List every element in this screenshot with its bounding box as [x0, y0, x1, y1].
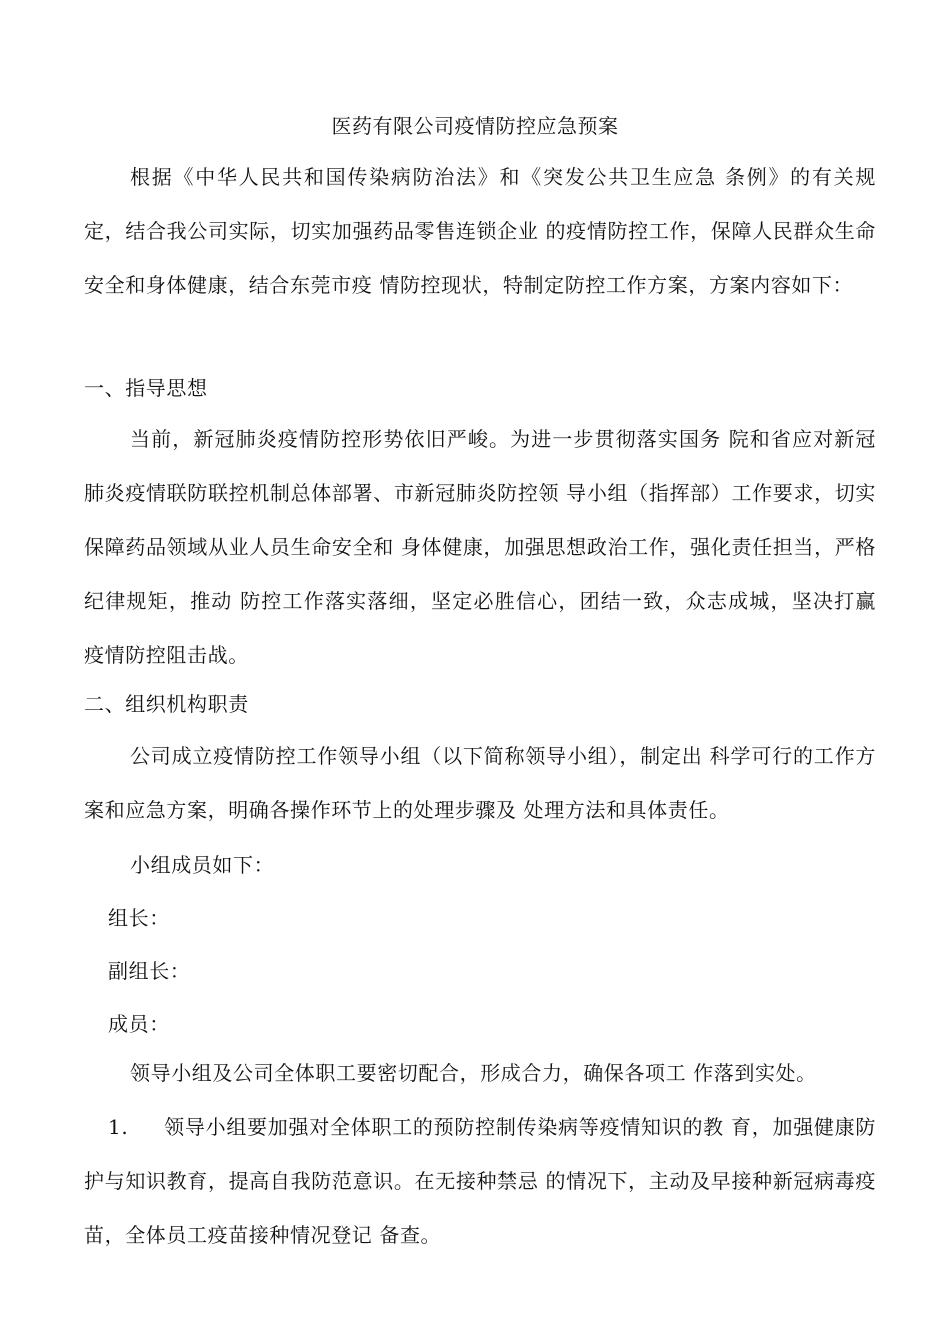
- closing-paragraph: 领导小组及公司全体职工要密切配合，形成合力，确保各项工 作落到实处。: [130, 1061, 817, 1085]
- intro-paragraph: 根据《中华人民共和国传染病防治法》和《突发公共卫生应急 条例》的有关规定，结合我公司实际，切实加强药品零售连锁企业 的疫情防控工作，保障人民群众生命安全和身体健康，结合东莞市疫 情防控现状，特制定防控工作方案，方案内容如下：: [84, 165, 876, 297]
- deputy-leader-label: 副组长：: [108, 959, 191, 983]
- section2-paragraph: 公司成立疫情防控工作领导小组（以下简称领导小组），制定出 科学可行的工作方案和应急方案，明确各操作环节上的处理步骤及 处理方法和具体责任。: [84, 744, 876, 822]
- section1-heading: 一、指导思想: [84, 376, 208, 400]
- numbered-item-1: [84, 1100, 876, 1262]
- item-number: 1.: [108, 1115, 129, 1139]
- section1-paragraph: 当前，新冠肺炎疫情防控形势依旧严峻。为进一步贯彻落实国务 院和省应对新冠肺炎疫情联防联控机制总体部署、市新冠肺炎防控领 导小组（指挥部）工作要求，切实保障药品领域从业人员生命安全和 身体健康，加强思想政治工作，强化责任担当，严格纪律规矩，推动 防控工作落实落细，坚定必胜信心，团结一致，众志成城，坚决打赢 疫情防控阻击战。: [84, 427, 876, 667]
- leader-label: 组长：: [108, 906, 170, 930]
- members-label: 成员：: [108, 1012, 170, 1036]
- section2-heading: 二、组织机构职责: [84, 692, 249, 716]
- item-text: 领导小组要加强对全体职工的预防控制传染病等疫情知识的教 育，加强健康防护与知识教育，提高自我防范意识。在无接种禁忌 的情况下，主动及早接种新冠病毒疫苗，全体员工疫苗接种情况登记 备查。: [84, 1115, 876, 1247]
- document-title: 医药有限公司疫情防控应急预案: [331, 114, 619, 138]
- members-intro: 小组成员如下：: [130, 853, 275, 877]
